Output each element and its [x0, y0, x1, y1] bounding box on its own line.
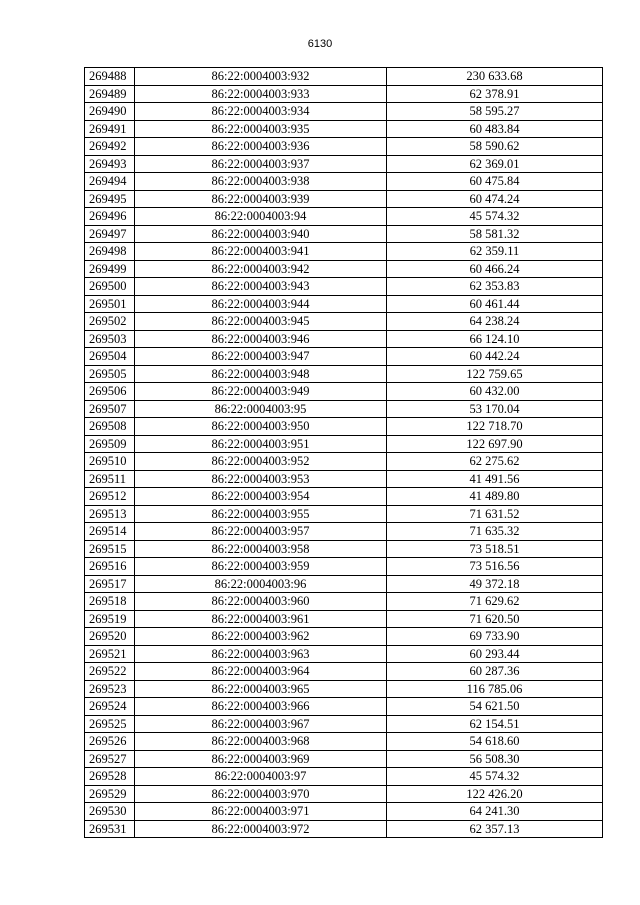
table-row — [85, 435, 603, 453]
row-number-cell: 269518 — [85, 593, 135, 611]
cadastral-code-cell: 86:22:0004003:972 — [135, 820, 387, 838]
value-cell: 58 595.27 — [387, 103, 603, 121]
table-row — [85, 365, 603, 383]
table-row — [85, 173, 603, 191]
value-cell: 62 154.51 — [387, 715, 603, 733]
cadastral-code-cell: 86:22:0004003:954 — [135, 488, 387, 506]
table-row — [85, 418, 603, 436]
table-row — [85, 645, 603, 663]
cadastral-code-cell: 86:22:0004003:948 — [135, 365, 387, 383]
row-number-cell: 269509 — [85, 435, 135, 453]
row-number-cell: 269524 — [85, 698, 135, 716]
table-row — [85, 260, 603, 278]
value-cell: 62 353.83 — [387, 278, 603, 296]
row-number-cell: 269523 — [85, 680, 135, 698]
cadastral-code-cell: 86:22:0004003:967 — [135, 715, 387, 733]
value-cell: 62 378.91 — [387, 85, 603, 103]
table-row — [85, 558, 603, 576]
table-row — [85, 330, 603, 348]
value-cell: 64 238.24 — [387, 313, 603, 331]
row-number-cell: 269526 — [85, 733, 135, 751]
row-number-cell: 269488 — [85, 68, 135, 86]
value-cell: 49 372.18 — [387, 575, 603, 593]
cadastral-code-cell: 86:22:0004003:965 — [135, 680, 387, 698]
cadastral-code-cell: 86:22:0004003:960 — [135, 593, 387, 611]
table-row — [85, 138, 603, 156]
table-row — [85, 208, 603, 226]
table-row — [85, 610, 603, 628]
cadastral-code-cell: 86:22:0004003:947 — [135, 348, 387, 366]
registry-table-body — [85, 68, 603, 838]
cadastral-code-cell: 86:22:0004003:961 — [135, 610, 387, 628]
row-number-cell: 269506 — [85, 383, 135, 401]
table-row — [85, 750, 603, 768]
cadastral-code-cell: 86:22:0004003:934 — [135, 103, 387, 121]
row-number-cell: 269527 — [85, 750, 135, 768]
cadastral-code-cell: 86:22:0004003:94 — [135, 208, 387, 226]
table-row — [85, 680, 603, 698]
table-row — [85, 278, 603, 296]
cadastral-code-cell: 86:22:0004003:942 — [135, 260, 387, 278]
value-cell: 60 432.00 — [387, 383, 603, 401]
value-cell: 58 581.32 — [387, 225, 603, 243]
cadastral-code-cell: 86:22:0004003:962 — [135, 628, 387, 646]
value-cell: 122 759.65 — [387, 365, 603, 383]
row-number-cell: 269529 — [85, 785, 135, 803]
cadastral-code-cell: 86:22:0004003:944 — [135, 295, 387, 313]
cadastral-code-cell: 86:22:0004003:935 — [135, 120, 387, 138]
cadastral-code-cell: 86:22:0004003:959 — [135, 558, 387, 576]
value-cell: 45 574.32 — [387, 768, 603, 786]
table-row — [85, 295, 603, 313]
value-cell: 54 618.60 — [387, 733, 603, 751]
table-row — [85, 225, 603, 243]
row-number-cell: 269503 — [85, 330, 135, 348]
value-cell: 71 620.50 — [387, 610, 603, 628]
cadastral-code-cell: 86:22:0004003:957 — [135, 523, 387, 541]
value-cell: 60 293.44 — [387, 645, 603, 663]
row-number-cell: 269492 — [85, 138, 135, 156]
row-number-cell: 269520 — [85, 628, 135, 646]
cadastral-code-cell: 86:22:0004003:938 — [135, 173, 387, 191]
table-row — [85, 68, 603, 86]
value-cell: 41 489.80 — [387, 488, 603, 506]
row-number-cell: 269519 — [85, 610, 135, 628]
table-row — [85, 120, 603, 138]
cadastral-code-cell: 86:22:0004003:936 — [135, 138, 387, 156]
cadastral-code-cell: 86:22:0004003:937 — [135, 155, 387, 173]
cadastral-code-cell: 86:22:0004003:946 — [135, 330, 387, 348]
value-cell: 71 629.62 — [387, 593, 603, 611]
row-number-cell: 269490 — [85, 103, 135, 121]
value-cell: 62 359.11 — [387, 243, 603, 261]
table-row — [85, 348, 603, 366]
table-row — [85, 715, 603, 733]
table-row — [85, 523, 603, 541]
value-cell: 53 170.04 — [387, 400, 603, 418]
table-row — [85, 488, 603, 506]
cadastral-code-cell: 86:22:0004003:953 — [135, 470, 387, 488]
table-row — [85, 575, 603, 593]
row-number-cell: 269500 — [85, 278, 135, 296]
cadastral-code-cell: 86:22:0004003:950 — [135, 418, 387, 436]
cadastral-code-cell: 86:22:0004003:96 — [135, 575, 387, 593]
table-row — [85, 453, 603, 471]
table-row — [85, 768, 603, 786]
table-row — [85, 785, 603, 803]
cadastral-code-cell: 86:22:0004003:955 — [135, 505, 387, 523]
table-row — [85, 103, 603, 121]
row-number-cell: 269493 — [85, 155, 135, 173]
value-cell: 116 785.06 — [387, 680, 603, 698]
table-row — [85, 470, 603, 488]
table-row — [85, 820, 603, 838]
row-number-cell: 269505 — [85, 365, 135, 383]
row-number-cell: 269511 — [85, 470, 135, 488]
cadastral-code-cell: 86:22:0004003:971 — [135, 803, 387, 821]
value-cell: 122 697.90 — [387, 435, 603, 453]
row-number-cell: 269491 — [85, 120, 135, 138]
table-row — [85, 243, 603, 261]
value-cell: 60 483.84 — [387, 120, 603, 138]
cadastral-code-cell: 86:22:0004003:945 — [135, 313, 387, 331]
row-number-cell: 269516 — [85, 558, 135, 576]
cadastral-code-cell: 86:22:0004003:964 — [135, 663, 387, 681]
row-number-cell: 269508 — [85, 418, 135, 436]
row-number-cell: 269528 — [85, 768, 135, 786]
value-cell: 60 466.24 — [387, 260, 603, 278]
value-cell: 60 475.84 — [387, 173, 603, 191]
row-number-cell: 269512 — [85, 488, 135, 506]
cadastral-code-cell: 86:22:0004003:943 — [135, 278, 387, 296]
table-row — [85, 593, 603, 611]
value-cell: 58 590.62 — [387, 138, 603, 156]
table-row — [85, 698, 603, 716]
table-row — [85, 190, 603, 208]
row-number-cell: 269502 — [85, 313, 135, 331]
value-cell: 69 733.90 — [387, 628, 603, 646]
table-row — [85, 313, 603, 331]
table-row — [85, 803, 603, 821]
row-number-cell: 269504 — [85, 348, 135, 366]
table-row — [85, 400, 603, 418]
cadastral-code-cell: 86:22:0004003:958 — [135, 540, 387, 558]
value-cell: 122 426.20 — [387, 785, 603, 803]
row-number-cell: 269513 — [85, 505, 135, 523]
cadastral-code-cell: 86:22:0004003:97 — [135, 768, 387, 786]
cadastral-code-cell: 86:22:0004003:932 — [135, 68, 387, 86]
value-cell: 73 516.56 — [387, 558, 603, 576]
cadastral-code-cell: 86:22:0004003:970 — [135, 785, 387, 803]
value-cell: 62 275.62 — [387, 453, 603, 471]
table-row — [85, 155, 603, 173]
value-cell: 122 718.70 — [387, 418, 603, 436]
table-row — [85, 733, 603, 751]
cadastral-code-cell: 86:22:0004003:933 — [135, 85, 387, 103]
row-number-cell: 269517 — [85, 575, 135, 593]
cadastral-code-cell: 86:22:0004003:940 — [135, 225, 387, 243]
row-number-cell: 269489 — [85, 85, 135, 103]
row-number-cell: 269494 — [85, 173, 135, 191]
row-number-cell: 269495 — [85, 190, 135, 208]
cadastral-code-cell: 86:22:0004003:952 — [135, 453, 387, 471]
table-row — [85, 383, 603, 401]
table-row — [85, 663, 603, 681]
value-cell: 41 491.56 — [387, 470, 603, 488]
cadastral-code-cell: 86:22:0004003:966 — [135, 698, 387, 716]
row-number-cell: 269507 — [85, 400, 135, 418]
value-cell: 62 357.13 — [387, 820, 603, 838]
cadastral-code-cell: 86:22:0004003:939 — [135, 190, 387, 208]
row-number-cell: 269521 — [85, 645, 135, 663]
value-cell: 45 574.32 — [387, 208, 603, 226]
table-row — [85, 628, 603, 646]
row-number-cell: 269515 — [85, 540, 135, 558]
row-number-cell: 269525 — [85, 715, 135, 733]
value-cell: 62 369.01 — [387, 155, 603, 173]
row-number-cell: 269501 — [85, 295, 135, 313]
value-cell: 60 442.24 — [387, 348, 603, 366]
row-number-cell: 269522 — [85, 663, 135, 681]
row-number-cell: 269530 — [85, 803, 135, 821]
value-cell: 60 474.24 — [387, 190, 603, 208]
row-number-cell: 269514 — [85, 523, 135, 541]
row-number-cell: 269497 — [85, 225, 135, 243]
value-cell: 56 508.30 — [387, 750, 603, 768]
value-cell: 71 631.52 — [387, 505, 603, 523]
cadastral-code-cell: 86:22:0004003:949 — [135, 383, 387, 401]
cadastral-code-cell: 86:22:0004003:951 — [135, 435, 387, 453]
row-number-cell: 269498 — [85, 243, 135, 261]
table-row — [85, 540, 603, 558]
row-number-cell: 269499 — [85, 260, 135, 278]
registry-table — [84, 67, 603, 838]
table-row — [85, 85, 603, 103]
value-cell: 54 621.50 — [387, 698, 603, 716]
value-cell: 66 124.10 — [387, 330, 603, 348]
value-cell: 230 633.68 — [387, 68, 603, 86]
value-cell: 64 241.30 — [387, 803, 603, 821]
value-cell: 71 635.32 — [387, 523, 603, 541]
value-cell: 73 518.51 — [387, 540, 603, 558]
row-number-cell: 269496 — [85, 208, 135, 226]
value-cell: 60 461.44 — [387, 295, 603, 313]
row-number-cell: 269531 — [85, 820, 135, 838]
value-cell: 60 287.36 — [387, 663, 603, 681]
cadastral-code-cell: 86:22:0004003:969 — [135, 750, 387, 768]
cadastral-code-cell: 86:22:0004003:95 — [135, 400, 387, 418]
cadastral-code-cell: 86:22:0004003:963 — [135, 645, 387, 663]
cadastral-code-cell: 86:22:0004003:941 — [135, 243, 387, 261]
table-row — [85, 505, 603, 523]
cadastral-code-cell: 86:22:0004003:968 — [135, 733, 387, 751]
page-number: 6130 — [307, 38, 333, 50]
row-number-cell: 269510 — [85, 453, 135, 471]
